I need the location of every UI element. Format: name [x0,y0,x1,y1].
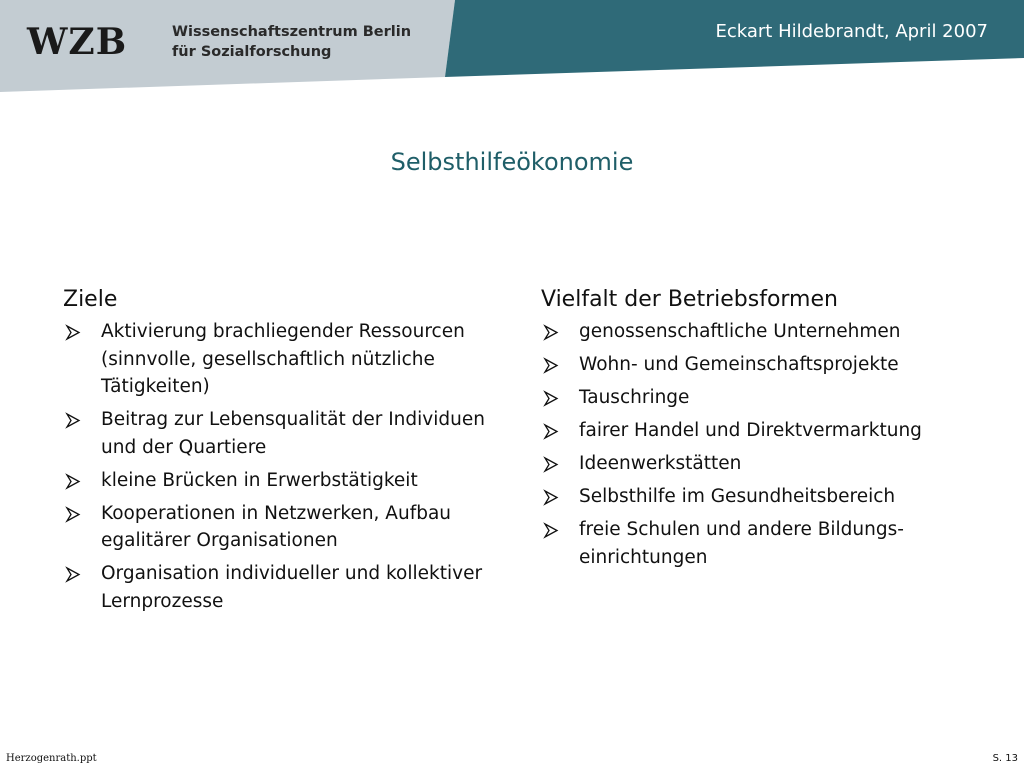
bullet-text: Tauschringe [579,387,690,408]
bullet-item [541,483,959,511]
bullet-item [63,500,521,555]
bullet-text: Selbsthilfe im Gesundheitsbereich [579,486,896,507]
arrow-bullet-icon [65,467,81,494]
bullet-text: Aktivierung brachliegender Ressourcen (sinnvolle, gesellschaftlich nützliche Tätigkeiten) [101,321,465,397]
institute-name-line1: Wissenschaftszentrum Berlin [172,24,412,40]
right-column [541,284,1001,577]
left-column-heading: Ziele [63,287,118,312]
bullet-text: Beitrag zur Lebensqualität der Individuen und der Quartiere [101,409,485,458]
bullet-item [541,318,959,346]
arrow-bullet-icon [543,516,559,543]
footer-filename: Herzogenrath.ppt [6,753,97,764]
wzb-logo: WZB [27,21,128,63]
bullet-item [541,384,959,412]
arrow-bullet-icon [65,406,81,433]
institute-name-line2: für Sozialforschung [172,44,332,60]
bullet-text: Kooperationen in Netzwerken, Aufbau egalitärer Organisationen [101,502,452,551]
bullet-item [541,417,959,445]
bullet-item [63,406,521,461]
arrow-bullet-icon [543,318,559,345]
arrow-bullet-icon [543,450,559,477]
footer-page-number: S. 13 [992,753,1018,764]
right-column-heading: Vielfalt der Betriebsformen [541,287,838,312]
institute-name [172,22,411,62]
arrow-bullet-icon [543,384,559,411]
bullet-item [63,467,521,495]
bullet-item [63,318,521,401]
author-date: Eckart Hildebrandt, April 2007 [715,21,988,42]
bullet-item [63,560,521,615]
bullet-text: freie Schulen und andere Bildungs-einrichtungen [579,519,904,568]
bullet-text: fairer Handel und Direktvermarktung [579,420,922,441]
left-bullet-list [63,318,513,615]
header-band [0,0,1024,95]
bullet-item [541,516,959,571]
bullet-text: Organisation individueller und kollektiver Lernprozesse [101,563,483,612]
bullet-text: genossenschaftliche Unternehmen [579,321,901,342]
bullet-item [541,450,959,478]
bullet-text: Wohn- und Gemeinschaftsprojekte [579,354,899,375]
arrow-bullet-icon [543,351,559,378]
arrow-bullet-icon [65,318,81,345]
right-bullet-list [541,318,1001,571]
arrow-bullet-icon [65,500,81,527]
left-column [63,284,513,621]
bullet-text: Ideenwerkstätten [579,453,742,474]
slide-title: Selbsthilfeökonomie [390,148,634,176]
arrow-bullet-icon [543,417,559,444]
bullet-text: kleine Brücken in Erwerbstätigkeit [101,469,418,491]
arrow-bullet-icon [65,560,81,587]
arrow-bullet-icon [543,483,559,510]
bullet-item [541,351,959,379]
